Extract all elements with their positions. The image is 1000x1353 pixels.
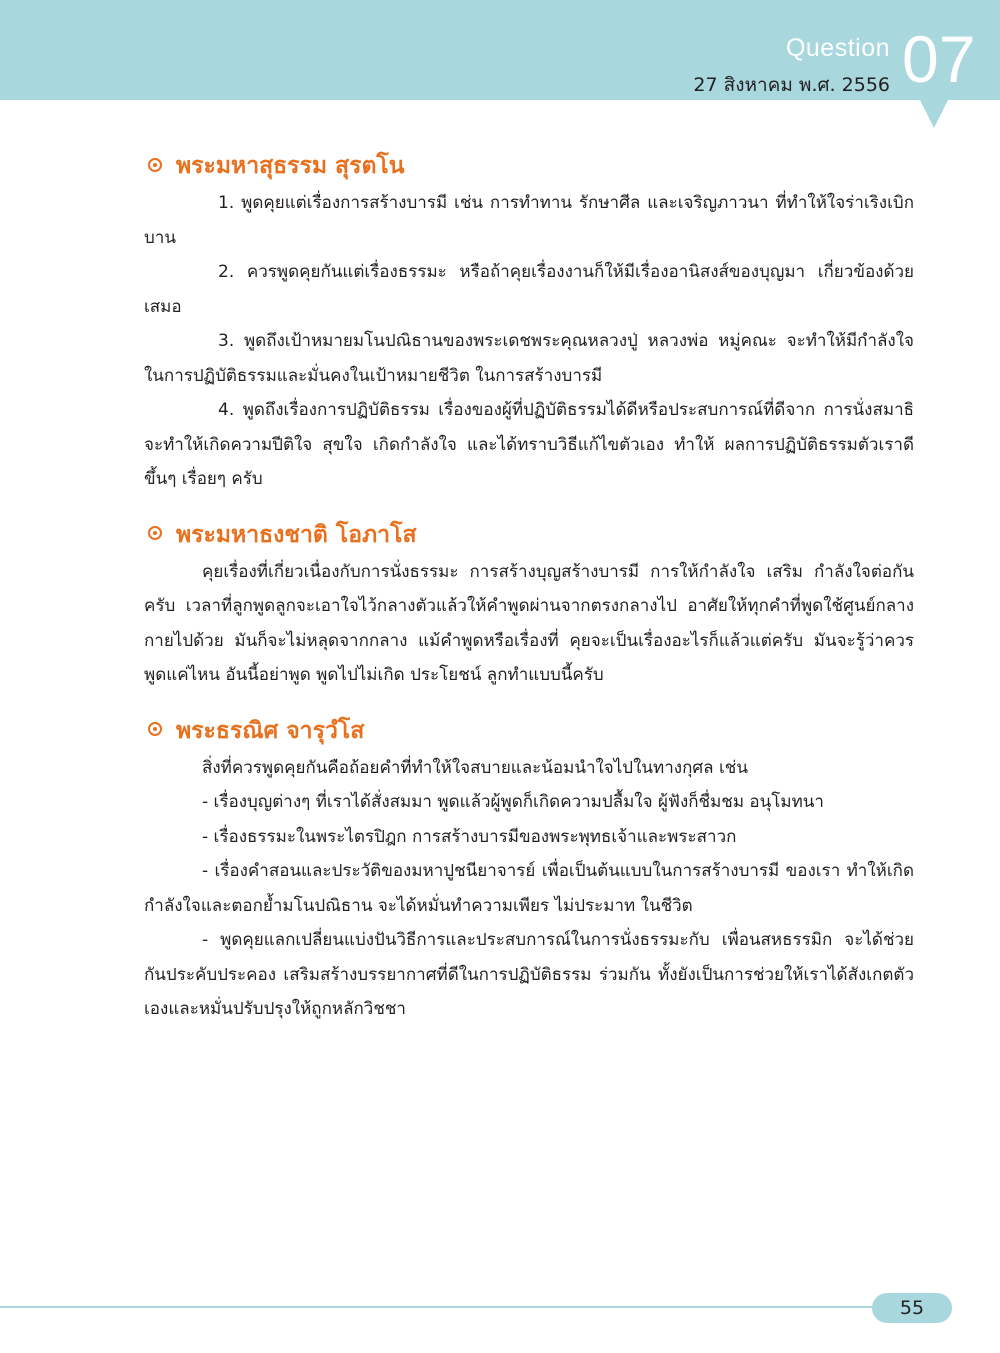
paragraph: 3. พูดถึงเป้าหมายมโนปณิธานของพระเดชพระคุณหลวงปู่ หลวงพ่อ หมู่คณะ จะทำให้มีกำลังใจในการปฏิบัติธรรมและมั่นคงในเป้าหมายชีวิต ในการสร้างบารมี [144,331,914,386]
list-item: - เรื่องบุญต่างๆ ที่เราได้สั่งสมมา พูดแล้วผู้พูดก็เกิดความปลื้มใจ ผู้ฟังก็ชื่มชม อนุโมทนา [202,792,824,812]
footer-rule [0,1306,900,1308]
circle-bullet-icon [148,722,162,736]
paragraph: 4. พูดถึงเรื่องการปฏิบัติธรรม เรื่องของผู้ที่ปฏิบัติธรรมได้ดีหรือประสบการณ์ที่ดีจาก การนั่งสมาธิจะทำให้เกิดความปีติใจ สุขใจ เกิดกำลังใจ และได้ทราบวิธีแก้ไขตัวเอง ทำให้ ผลการปฏิบัติธรรมตัวเราดีขึ้นๆ เรื่อยๆ ครับ [144,400,914,489]
question-number: 07 [902,22,976,96]
list-item: - เรื่องคำสอนและประวัติของมหาปูชนียาจารย์ เพื่อเป็นต้นแบบในการสร้างบารมี ของเรา ทำให้เกิดกำลังใจและตอกย้ำมโนปณิธาน จะได้หมั่นทำความเพียร ไม่ประมาท ในชีวิต [144,861,914,916]
section-heading-text: พระธรณิศ จารุวํโส [176,717,365,744]
page-number: 55 [872,1293,952,1323]
paragraph: 2. ควรพูดคุยกันแต่เรื่องธรรมะ หรือถ้าคุยเรื่องงานก็ให้มีเรื่องอานิสงส์ของบุญมา เกี่ยวข้องด้วยเสมอ [144,262,914,317]
section-sutham [144,148,914,497]
question-date: 27 สิงหาคม พ.ศ. 2556 [693,74,890,96]
main-content [144,148,914,1047]
paragraph: สิ่งที่ควรพูดคุยกันคือถ้อยคำที่ทำให้ใจสบายและน้อมนำใจไปในทางกุศล เช่น [202,757,748,778]
paragraph: 1. พูดคุยแต่เรื่องการสร้างบารมี เช่น การทำทาน รักษาศีล และเจริญภาวนา ที่ทำให้ใจร่าเริงเบิกบาน [144,193,914,248]
section-heading [144,148,914,184]
list-item: - พูดคุยแลกเปลี่ยนแบ่งปันวิธีการและประสบการณ์ในการนั่งธรรมะกับ เพื่อนสหธรรมิก จะได้ช่วยกันประคับประคอง เสริมสร้างบรรยากาศที่ดีในการปฏิบัติธรรม ร่วมกัน ทั้งยังเป็นการช่วยให้เราได้สังเกตตัวเองและหมั่นปรับปรุงให้ถูกหลักวิชชา [144,930,914,1019]
section-thongchart [144,517,914,693]
paragraph: คุยเรื่องที่เกี่ยวเนื่องกับการนั่งธรรมะ การสร้างบุญสร้างบารมี การให้กำลังใจ เสริม กำลังใจต่อกันครับ เวลาที่ลูกพูดลูกจะเอาใจไว้กลางตัวแล้วให้คำพูดผ่านจากตรงกลางไป อาศัยให้ทุกคำที่พูดใช้ศูนย์กลางกายไปด้วย มันก็จะไม่หลุดจากกลาง แม้คำพูดหรือเรื่องที่ คุยจะเป็นเรื่องอะไรก็แล้วแต่ครับ มันจะรู้ว่าควรพูดแค่ไหน อันนี้อย่าพูด พูดไปไม่เกิด ประโยชน์ ลูกทำแบบนี้ครับ [144,561,914,685]
section-heading-text: พระมหาธงชาติ โอภาโส [176,521,417,548]
circle-bullet-icon [148,158,162,172]
section-heading [144,713,914,749]
question-label: Question [785,34,890,62]
circle-bullet-icon [148,526,162,540]
section-heading-text: พระมหาสุธรรม สุรตโน [176,153,405,179]
section-thoranis [144,713,914,1027]
header-tail-marker [920,100,948,128]
list-item: - เรื่องธรรมะในพระไตรปิฎก การสร้างบารมีของพระพุทธเจ้าและพระสาวก [202,826,737,847]
section-heading [144,517,914,553]
